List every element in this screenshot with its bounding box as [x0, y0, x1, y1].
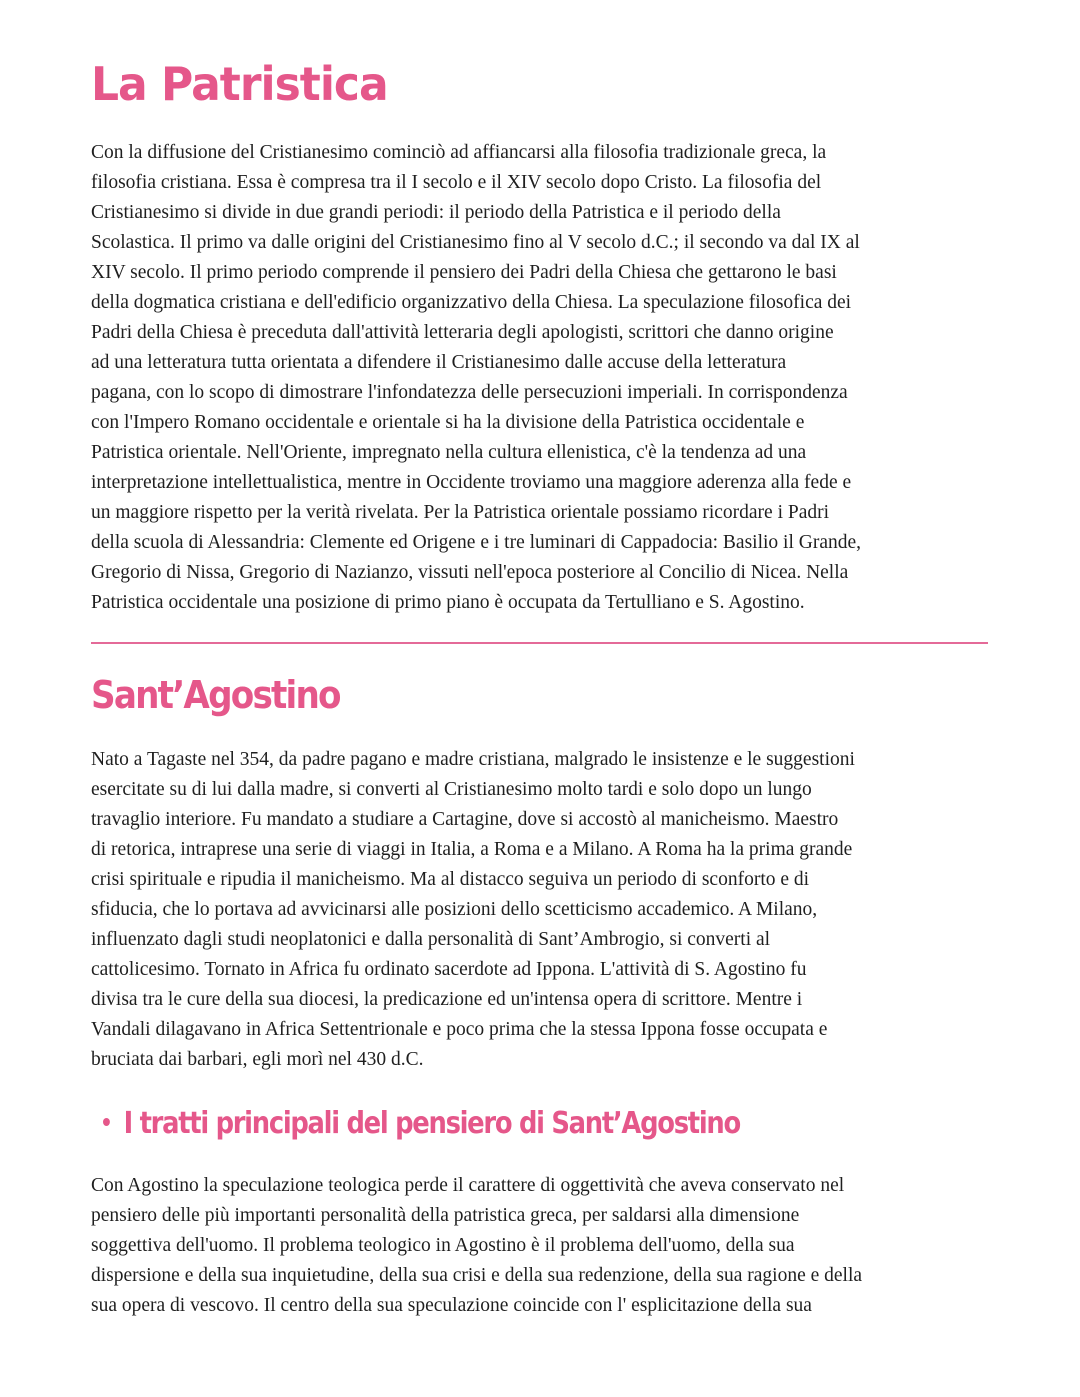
text-line: XIV secolo. Il primo periodo comprende il pensiero dei Padri della Chiesa che gettarono le basi [91, 262, 837, 283]
text-line: Con la diffusione del Cristianesimo cominciò ad affiancarsi alla filosofia tradizionale greca, la [91, 142, 827, 163]
heading-la-patristica: La Patristica [91, 58, 388, 112]
text-line: pensiero delle più importanti personalità della patristica greca, per saldarsi alla dimensione [91, 1205, 800, 1226]
text-line: Nato a Tagaste nel 354, da padre pagano e madre cristiana, malgrado le insistenze e le suggestioni [91, 749, 855, 770]
text-line: soggettiva dell'uomo. Il problema teologico in Agostino è il problema dell'uomo, della sua [91, 1235, 795, 1256]
text-line: cattolicesimo. Tornato in Africa fu ordinato sacerdote ad Ippona. L'attività di S. Agostino fu [91, 959, 807, 980]
text-line: sua opera di vescovo. Il centro della sua speculazione coincide con l' esplicitazione della sua [91, 1295, 812, 1316]
text-line: di retorica, intraprese una serie di viaggi in Italia, a Roma e a Milano. A Roma ha la prima grande [91, 839, 853, 860]
text-line: Padri della Chiesa è preceduta dall'attività letteraria degli apologisti, scrittori che danno origine [91, 322, 834, 343]
text-line: della dogmatica cristiana e dell'edificio organizzativo della Chiesa. La speculazione filosofica dei [91, 292, 852, 313]
text-line: divisa tra le cure della sua diocesi, la predicazione ed un'intensa opera di scrittore. Mentre i [91, 989, 803, 1010]
paragraph-sant-agostino [91, 745, 991, 1075]
text-line: Patristica occidentale una posizione di primo piano è occupata da Tertulliano e S. Agostino. [91, 592, 805, 613]
text-line: sfiducia, che lo portava ad avvicinarsi alle posizioni dello scetticismo accademico. A Milano, [91, 899, 818, 920]
bullet-dot-icon [103, 1118, 110, 1126]
text-line: ad una letteratura tutta orientata a difendere il Cristianesimo dalle accuse della letteratura [91, 352, 787, 373]
text-line: bruciata dai barbari, egli morì nel 430 d.C. [91, 1049, 424, 1070]
subheading-tratti-principali [103, 1105, 740, 1143]
section-divider [91, 642, 988, 644]
text-line: Con Agostino la speculazione teologica perde il carattere di oggettività che aveva conservato nel [91, 1175, 845, 1196]
heading-sant-agostino: Sant’Agostino [91, 673, 340, 717]
text-line: interpretazione intellettualistica, mentre in Occidente troviamo una maggiore aderenza alla fede e [91, 472, 852, 493]
text-line: Patristica orientale. Nell'Oriente, impregnato nella cultura ellenistica, c'è la tendenza ad una [91, 442, 807, 463]
text-line: dispersione e della sua inquietudine, della sua crisi e della sua redenzione, della sua ragione e della [91, 1265, 863, 1286]
text-line: influenzato dagli studi neoplatonici e dalla personalità di Sant’Ambrogio, si converti al [91, 929, 771, 950]
text-line: della scuola di Alessandria: Clemente ed Origene e i tre luminari di Cappadocia: Basilio il Grande, [91, 532, 862, 553]
text-line: con l'Impero Romano occidentale e orientale si ha la divisione della Patristica occidentale e [91, 412, 805, 433]
text-line: crisi spirituale e ripudia il manicheismo. Ma al distacco seguiva un periodo di sconforto e di [91, 869, 810, 890]
text-line: travaglio interiore. Fu mandato a studiare a Cartagine, dove si accostò al manicheismo. Maestro [91, 809, 839, 830]
paragraph-la-patristica [91, 138, 991, 618]
text-line: Vandali dilagavano in Africa Settentrionale e poco prima che la stessa Ippona fosse occupata e [91, 1019, 828, 1040]
text-line: pagana, con lo scopo di dimostrare l'infondatezza delle persecuzioni imperiali. In corrispondenza [91, 382, 848, 403]
text-line: Gregorio di Nissa, Gregorio di Nazianzo, vissuti nell'epoca posteriore al Concilio di Nicea. Nella [91, 562, 849, 583]
subheading-text: I tratti principali del pensiero di Sant’Agostino [123, 1106, 740, 1141]
text-line: esercitate su di lui dalla madre, si converti al Cristianesimo molto tardi e solo dopo un lungo [91, 779, 812, 800]
paragraph-tratti-principali [91, 1171, 991, 1321]
text-line: un maggiore rispetto per la verità rivelata. Per la Patristica orientale possiamo ricordare i Padri [91, 502, 830, 523]
text-line: Cristianesimo si divide in due grandi periodi: il periodo della Patristica e il periodo della [91, 202, 781, 223]
text-line: filosofia cristiana. Essa è compresa tra il I secolo e il XIV secolo dopo Cristo. La filosofia del [91, 172, 822, 193]
text-line: Scolastica. Il primo va dalle origini del Cristianesimo fino al V secolo d.C.; il secondo va dal IX al [91, 232, 860, 253]
